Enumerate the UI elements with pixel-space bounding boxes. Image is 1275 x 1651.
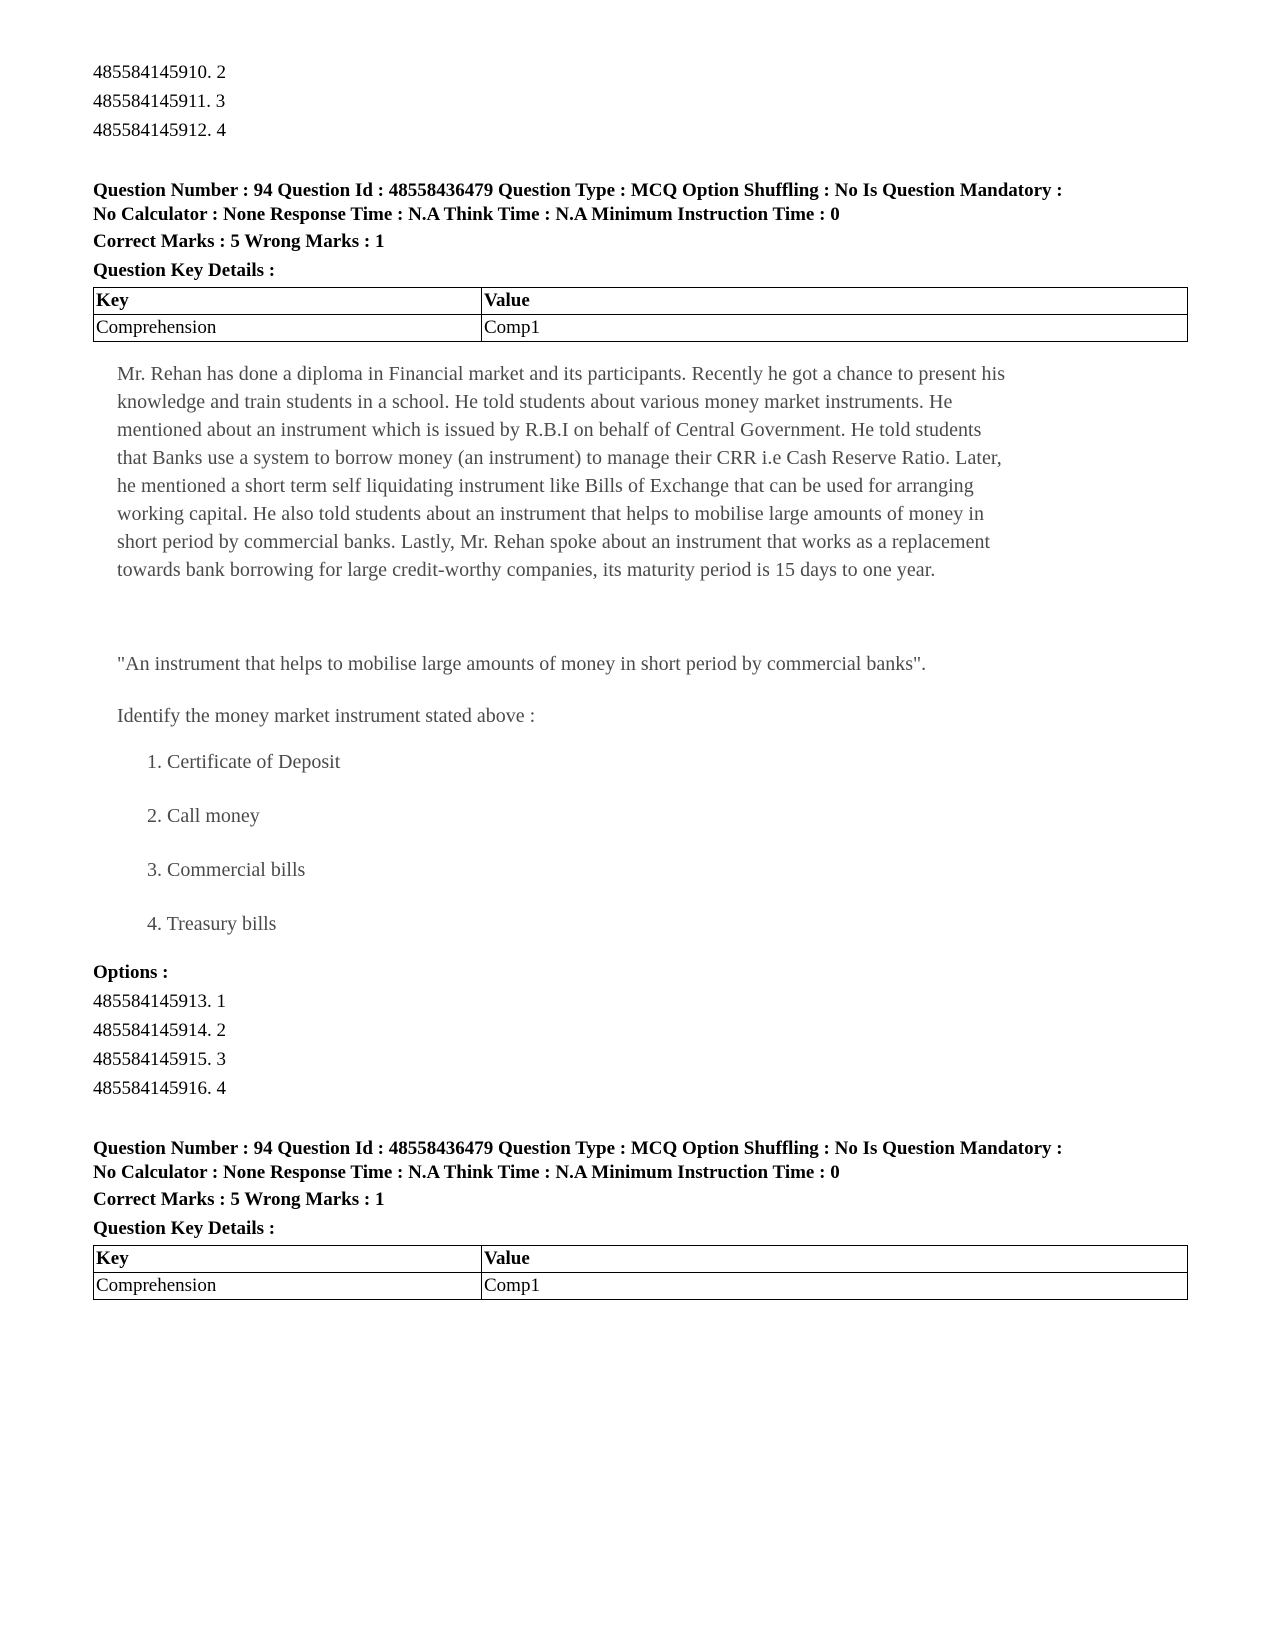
table-cell-value: Comp1	[482, 1273, 1188, 1300]
table-row	[94, 315, 1188, 342]
choices-list	[147, 748, 1177, 938]
comprehension-passage	[117, 360, 1177, 584]
table-header-row	[94, 1246, 1188, 1273]
key-details-label: Question Key Details :	[93, 1218, 276, 1239]
passage-line: working capital. He also told students about an instrument that helps to mobilise large amounts of money in	[117, 503, 985, 525]
marks-line: Correct Marks : 5 Wrong Marks : 1	[93, 231, 385, 252]
table-header-value: Value	[482, 1246, 1188, 1273]
question-image	[117, 360, 1177, 938]
table-header-key: Key	[94, 288, 482, 315]
question-key-table	[93, 287, 1188, 342]
marks-line: Correct Marks : 5 Wrong Marks : 1	[93, 1189, 385, 1210]
document-page	[93, 58, 1188, 1300]
passage-line: knowledge and train students in a school. He told students about various money market instruments. He	[117, 391, 953, 413]
passage-line: Mr. Rehan has done a diploma in Financial market and its participants. Recently he got a chance to present his	[117, 363, 1006, 385]
question-quote: "An instrument that helps to mobilise large amounts of money in short period by commercial banks".	[117, 653, 927, 675]
table-cell-key: Comprehension	[94, 1273, 482, 1300]
question-header-line2: No Calculator : None Response Time : N.A Think Time : N.A Minimum Instruction Time : 0	[93, 1162, 840, 1183]
option-line: 485584145914. 2	[93, 1020, 226, 1041]
option-line: 485584145915. 3	[93, 1049, 226, 1070]
question-block-1	[93, 179, 1188, 1103]
passage-line: towards bank borrowing for large credit-worthy companies, its maturity period is 15 days to one year.	[117, 559, 936, 581]
table-header-row	[94, 288, 1188, 315]
option-line: 485584145912. 4	[93, 120, 226, 141]
passage-line: that Banks use a system to borrow money (an instrument) to manage their CRR i.e Cash Reserve Ratio. Later,	[117, 447, 1002, 469]
question-header-line1: Question Number : 94 Question Id : 48558436479 Question Type : MCQ Option Shuffling : No Is Question Mandatory :	[93, 1138, 1063, 1159]
options-list	[93, 987, 1188, 1103]
question-header-line2: No Calculator : None Response Time : N.A Think Time : N.A Minimum Instruction Time : 0	[93, 204, 840, 225]
table-cell-value: Comp1	[482, 315, 1188, 342]
question-prompt: Identify the money market instrument stated above :	[117, 705, 536, 727]
option-line: 485584145911. 3	[93, 91, 226, 112]
choice-item: 4. Treasury bills	[147, 913, 277, 935]
choice-item: 1. Certificate of Deposit	[147, 751, 341, 773]
question-header-line1: Question Number : 94 Question Id : 48558436479 Question Type : MCQ Option Shuffling : No Is Question Mandatory :	[93, 180, 1063, 201]
option-line: 485584145913. 1	[93, 991, 226, 1012]
question-key-table	[93, 1245, 1188, 1300]
table-row	[94, 1273, 1188, 1300]
option-line: 485584145916. 4	[93, 1078, 226, 1099]
passage-line: short period by commercial banks. Lastly, Mr. Rehan spoke about an instrument that works as a replacement	[117, 531, 991, 553]
passage-line: he mentioned a short term self liquidating instrument like Bills of Exchange that can be used for arranging	[117, 475, 974, 497]
passage-line: mentioned about an instrument which is issued by R.B.I on behalf of Central Government. He told students	[117, 419, 982, 441]
table-header-key: Key	[94, 1246, 482, 1273]
key-details-label: Question Key Details :	[93, 260, 276, 281]
table-header-value: Value	[482, 288, 1188, 315]
question-block-2	[93, 1137, 1188, 1300]
table-cell-key: Comprehension	[94, 315, 482, 342]
option-line: 485584145910. 2	[93, 62, 226, 83]
choice-item: 3. Commercial bills	[147, 859, 306, 881]
previous-options-list	[93, 58, 1188, 145]
options-label: Options :	[93, 962, 169, 983]
choice-item: 2. Call money	[147, 805, 260, 827]
